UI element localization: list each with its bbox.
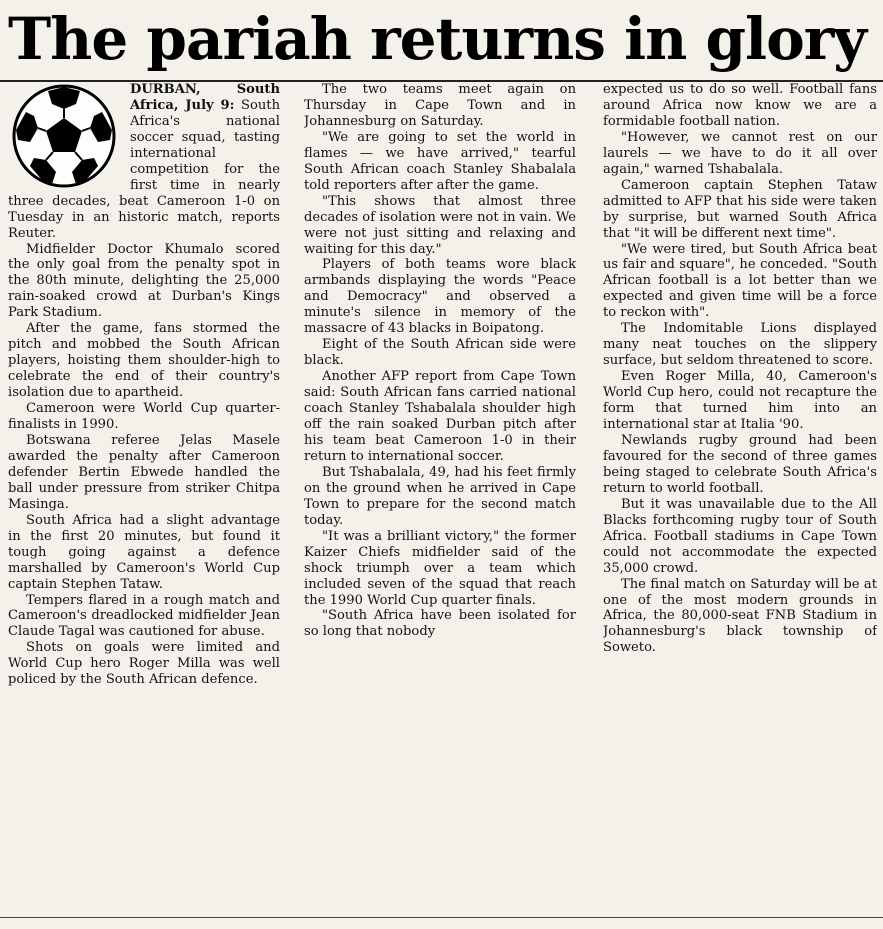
article-paragraph: Even Roger Milla, 40, Cameroon's World Cup hero, could not recapture the form that turned him into an international star at Italia '90.	[603, 369, 877, 433]
article-paragraph: Eight of the South African side were black.	[304, 337, 576, 369]
article-column-3	[603, 82, 877, 918]
article-paragraph: expected us to do so well. Football fans around Africa now know we are a formidable football nation.	[603, 82, 877, 129]
article-paragraph: Botswana referee Jelas Masele awarded the penalty after Cameroon defender Bertin Ebwede handled the ball under pressure from striker Chitpa Masinga.	[8, 432, 280, 512]
article-paragraph: "However, we cannot rest on our laurels — we have to do it all over again," warned Tshabalala.	[603, 129, 877, 177]
bottom-rule	[0, 917, 883, 918]
article-paragraph: Tempers flared in a rough match and Cameroon's dreadlocked midfielder Jean Claude Tagal was cautioned for abuse.	[8, 592, 280, 640]
article-paragraph: Cameroon captain Stephen Tataw admitted to AFP that his side were taken by surprise, but warned South Africa that "it will be different next time".	[603, 177, 877, 241]
article-paragraph: South Africa had a slight advantage in the first 20 minutes, but found it tough going against a defence marshalled by Cameroon's World Cup captain Stephen Tataw.	[8, 512, 280, 592]
article-column-1	[8, 82, 280, 918]
article-paragraph: "It was a brilliant victory," the former Kaizer Chiefs midfielder said of the shock triumph over a team which included seven of the squad that reach the 1990 World Cup quarter finals.	[304, 528, 576, 608]
article-paragraph: Midfielder Doctor Khumalo scored the only goal from the penalty spot in the 80th minute, delighting the 25,000 rain-soaked crowd at Durban's Kings Park Stadium.	[8, 241, 280, 321]
article-paragraph: Another AFP report from Cape Town said: South African fans carried national coach Stanley Tshabalala shoulder high off the rain soaked Durban pitch after his team beat Cameroon 1-0 in their return to international soccer.	[304, 369, 576, 464]
article-paragraph: Shots on goals were limited and World Cup hero Roger Milla was well policed by the South African defence.	[8, 640, 280, 688]
dateline: DURBAN, South Africa, July 9:	[130, 82, 280, 113]
headline: The pariah returns in glory	[8, 5, 867, 73]
article-paragraph: The final match on Saturday will be at one of the most modern grounds in Africa, the 80,000-seat FNB Stadium in Johannesburg's black township of Soweto.	[603, 576, 877, 656]
article-paragraph: Players of both teams wore black armbands displaying the words "Peace and Democracy" and observed a minute's silence in memory of the massacre of 43 blacks in Boipatong.	[304, 257, 576, 337]
article-paragraph: The two teams meet again on Thursday in Cape Town and in Johannesburg on Saturday.	[304, 82, 576, 129]
soccer-ball-icon	[8, 82, 124, 190]
article-column-2	[304, 82, 576, 918]
article-paragraph: Newlands rugby ground had been favoured for the second of three games being staged to celebrate South Africa's return to world football.	[603, 432, 877, 496]
article-paragraph: After the game, fans stormed the pitch and mobbed the South African players, hoisting them shoulder-high to celebrate the end of their country's isolation due to apartheid.	[8, 321, 280, 401]
article-paragraph: DURBAN, South Africa, July 9: South Africa's national soccer squad, tasting international competition for the first time in nearly three decades, beat Cameroon 1-0 on Tuesday in an historic match, reports Reuter.	[8, 82, 280, 241]
article-paragraph: The Indomitable Lions displayed many neat touches on the slippery surface, but seldom threatened to score.	[603, 321, 877, 369]
article-paragraph: "We were tired, but South Africa beat us fair and square", he conceded. "South African football is a lot better than we expected and given time will be a force to reckon with".	[603, 241, 877, 321]
article-paragraph: But Tshabalala, 49, had his feet firmly on the ground when he arrived in Cape Town to prepare for the second match today.	[304, 464, 576, 528]
article-paragraph: "South Africa have been isolated for so long that nobody	[304, 608, 576, 640]
article-paragraph: "This shows that almost three decades of isolation were not in vain. We were not just sitting and relaxing and waiting for this day."	[304, 193, 576, 257]
article-paragraph: But it was unavailable due to the All Blacks forthcoming rugby tour of South Africa. Football stadiums in Cape Town could not accommodate the expected 35,000 crowd.	[603, 496, 877, 576]
article-paragraph: Cameroon were World Cup quarter-finalists in 1990.	[8, 401, 280, 433]
article-paragraph: "We are going to set the world in flames — we have arrived," tearful South African coach Stanley Shabalala told reporters after after the game.	[304, 129, 576, 193]
